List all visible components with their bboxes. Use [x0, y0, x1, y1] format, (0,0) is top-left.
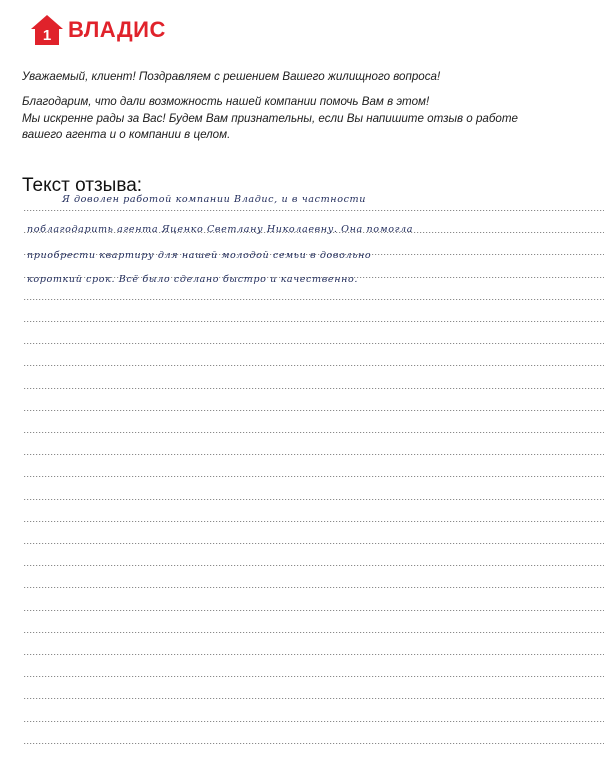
- intro-line: вашего агента и о компании в целом.: [22, 128, 231, 141]
- review-heading: Текст отзыва:: [22, 175, 143, 196]
- logo-digit: 1: [42, 27, 52, 44]
- intro-line: Мы искренне рады за Вас! Будем Вам признательны, если Вы напишите отзыв о работе: [22, 111, 518, 125]
- review-handwriting-line: короткий срок. Всё было сделано быстро и качественно.: [27, 274, 359, 285]
- intro-line: Благодарим, что дали возможность нашей компании помочь Вам в этом!: [22, 95, 430, 108]
- brand-name: ВЛАДИС: [68, 17, 166, 42]
- intro-line: Уважаемый, клиент! Поздравляем с решением Вашего жилищного вопроса!: [22, 70, 441, 83]
- review-handwriting-line: Я доволен работой компании Владис, и в частности: [62, 194, 367, 205]
- review-handwriting-line: поблагодарить агента Яценко Светлану Николаевну. Она помогла: [27, 224, 414, 235]
- review-handwriting-line: приобрести квартиру для нашей молодой семьи в довольно: [27, 250, 372, 261]
